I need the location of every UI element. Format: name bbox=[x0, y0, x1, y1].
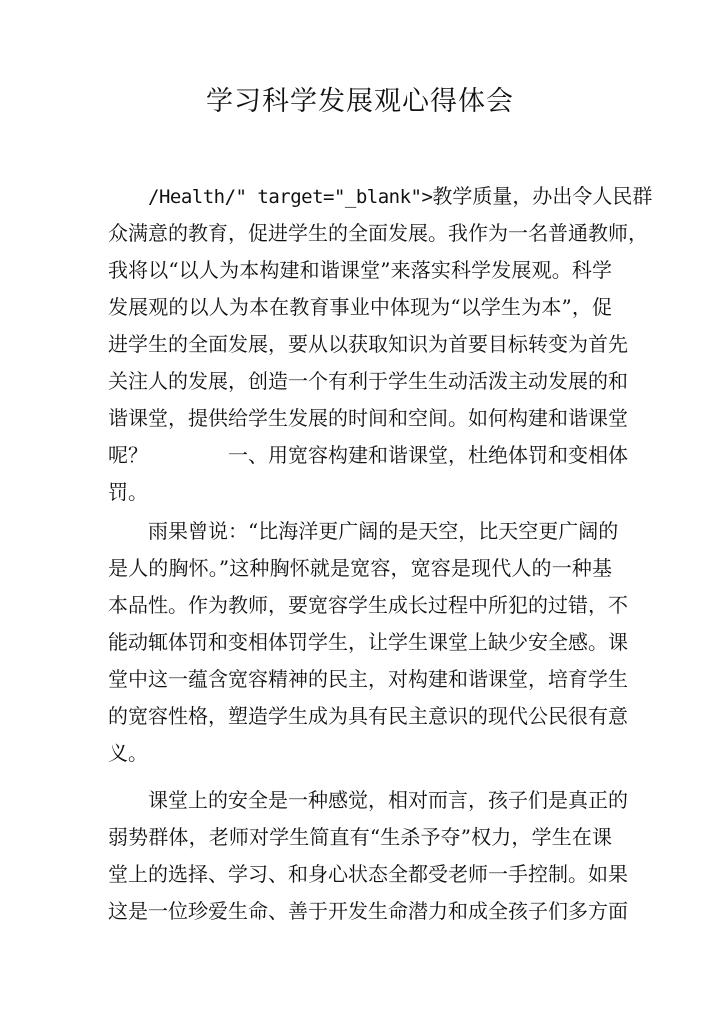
paragraph-1-line-5: 进学生的全面发展，要从以获取知识为首要目标转变为首先 bbox=[108, 332, 628, 356]
paragraph-1-line-6: 关注人的发展，创造一个有利于学生生动活泼主动发展的和 bbox=[108, 369, 628, 393]
paragraph-2-line-2: 是人的胸怀。”这种胸怀就是宽容，宽容是现代人的一种基 bbox=[108, 556, 612, 580]
paragraph-3-line-1: 课堂上的安全是一种感觉，相对而言，孩子们是真正的 bbox=[148, 788, 628, 812]
paragraph-2-line-1: 雨果曾说：“比海洋更广阔的是天空，比天空更广阔的 bbox=[148, 519, 619, 543]
html-fragment-text: /Health/" target="_blank"> bbox=[148, 186, 433, 208]
paragraph-2-line-3: 本品性。作为教师，要宽容学生成长过程中所犯的过错，不 bbox=[108, 593, 628, 617]
paragraph-1-line-7: 谐课堂，提供给学生发展的时间和空间。如何构建和谐课堂 bbox=[108, 406, 628, 430]
paragraph-1-line-4: 发展观的以人为本在教育事业中体现为“以学生为本”，促 bbox=[108, 295, 612, 319]
paragraph-2-line-6: 的宽容性格，塑造学生成为具有民主意识的现代公民很有意 bbox=[108, 704, 628, 728]
paragraph-2-line-4: 能动辄体罚和变相体罚学生，让学生课堂上缺少安全感。课 bbox=[108, 630, 628, 654]
paragraph-1-line-8 bbox=[108, 440, 628, 470]
paragraph-3-line-4: 这是一位珍爱生命、善于开发生命潜力和成全孩子们多方面 bbox=[108, 899, 628, 923]
paragraph-1-line-3: 我将以“以人为本构建和谐课堂”来落实科学发展观。科学 bbox=[108, 258, 612, 282]
paragraph-2-line-7: 义。 bbox=[108, 741, 148, 765]
paragraph-1-line-9: 罚。 bbox=[108, 480, 148, 504]
paragraph-3-line-2: 弱势群体，老师对学生简直有“生杀予夺”权力，学生在课 bbox=[108, 825, 612, 849]
paragraph-2-line-5: 堂中这一蕴含宽容精神的民主，对构建和谐课堂，培育学生 bbox=[108, 667, 628, 691]
paragraph-1-line-1 bbox=[148, 181, 653, 211]
paragraph-1-line-8-question: 呢？ bbox=[108, 443, 148, 467]
paragraph-3-line-3: 堂上的选择、学习、和身心状态全都受老师一手控制。如果 bbox=[108, 862, 628, 886]
section-1-heading: 一、用宽容构建和谐课堂，杜绝体罚和变相体 bbox=[228, 443, 628, 467]
document-title: 学习科学发展观心得体会 bbox=[206, 86, 514, 117]
paragraph-1-line-2: 众满意的教育，促进学生的全面发展。我作为一名普通教师， bbox=[108, 221, 648, 245]
paragraph-1-line-1-text: 教学质量，办出令人民群 bbox=[432, 184, 653, 208]
